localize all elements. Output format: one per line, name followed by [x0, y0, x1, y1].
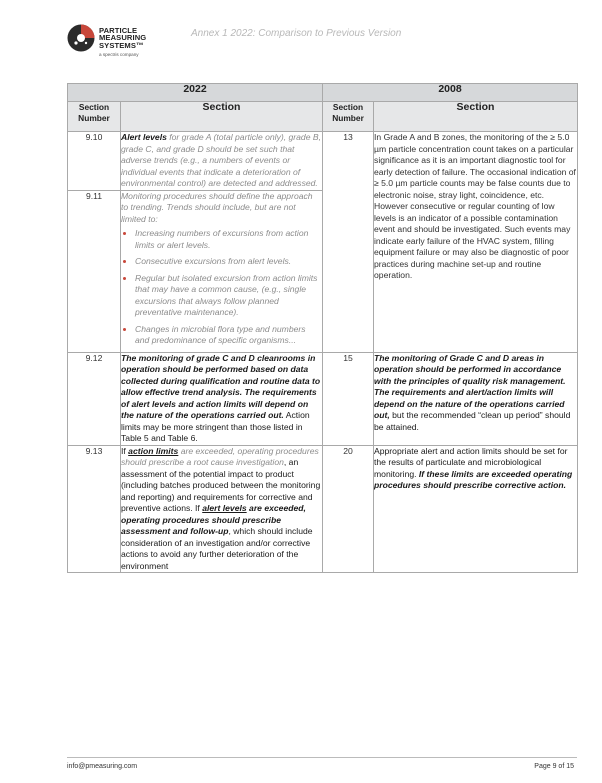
footer-email: info@pmeasuring.com — [67, 763, 138, 770]
section-text: If action limits are exceeded, operating procedures should prescribe a root cause investigation, an assessment of the potential impact to product (including batches produced between the monitoring and reporting) and requirements for corrective and preventive actions. If alert levels are exceeded, operating procedures should prescribe assessment and follow-up, which should include consideration of an investigation and/or corrective actions to avoid any further deterioration of the environment — [121, 445, 323, 573]
section-header-2008: Section — [374, 102, 578, 132]
page-number: Page 9 of 15 — [534, 763, 574, 770]
brand-name: PARTICLE MEASURING SYSTEMS™ — [99, 26, 147, 50]
table-row — [68, 132, 578, 191]
table-row — [68, 445, 578, 573]
section-text: In Grade A and B zones, the monitoring of the ≥ 5.0 µm particle concentration count takes on a particular significance as it is an important diagnostic tool for early detection of failure. The occasional indication of ≥ 5.0 µm particle counts may be false counts due to electronic noise, stray light, coincidence, etc. However consecutive or regular counting of low levels is an indicator of a possible contamination event and should be investigated. Such events may indicate early failure of the HVAC system, filling equipment failure or may also be diagnostic of poor practices during machine set-up and routine operation. — [374, 132, 578, 353]
section-number: 9.11 — [68, 190, 121, 352]
document-title: Annex 1 2022: Comparison to Previous Version — [191, 28, 402, 39]
list-item: • Changes in microbial flora type and numbers and predominance of specific organisms... — [135, 324, 322, 347]
section-text: Alert levels for grade A (total particle only), grade B, grade C, and grade D should be set such that adverse trends (e.g., a numbers of events or individual events that indicate a deterioration of environmental control) are detected and addressed. — [121, 132, 321, 188]
section-text: The monitoring of Grade C and D areas in operation should be performed in accordance with the principles of quality risk management. The requirements and alert/action limits will depend on the nature of the operations carried out, but the recommended “clean up period” should be attained. — [374, 352, 578, 445]
section-number: 9.10 — [68, 132, 121, 191]
table-row — [68, 352, 578, 445]
section-number: 9.13 — [68, 445, 121, 573]
list-item: • Increasing numbers of excursions from action limits or alert levels. — [135, 228, 322, 251]
page-header — [0, 0, 602, 70]
section-number-header-2008: Section Number — [323, 102, 374, 132]
section-number: 20 — [323, 445, 374, 573]
section-text: The monitoring of grade C and D cleanrooms in operation should be performed based on data collected during qualification and routine data to allow effective trend analysis. The requirements of alert levels and action limits will depend on the nature of the operations carried out. Action limits may be more stringent than those listed in Table 5 and Table 6. — [121, 352, 323, 445]
comparison-table — [67, 83, 578, 573]
section-header-2022: Section — [121, 102, 323, 132]
section-text: Appropriate alert and action limits should be set for the results of particulate and microbiological monitoring. If these limits are exceeded operating procedures should prescribe corrective action. — [374, 445, 578, 573]
list-item: • Regular but isolated excursion from action limits that may have a common cause, (e.g., single excursions that always follow planned preventative maintenance). — [135, 273, 322, 319]
section-number: 13 — [323, 132, 374, 353]
section-number-header-2022: Section Number — [68, 102, 121, 132]
footer-divider — [67, 757, 577, 758]
brand-subtitle: a spectris company — [99, 52, 139, 57]
section-text: Monitoring procedures should define the approach to trending. Trends should include, but are not limited to: • Increasing numbers of excursions from action limits or alert levels. • Consecutive excursions from alert levels. • Regular but isolated excursion from action limits that may have a common cause, (e.g., single excursions that always follow planned preventative maintenance). • Changes in microbial flora type and numbers and predominance of specific organisms... — [121, 190, 323, 352]
year-2008-header: 2008 — [323, 84, 578, 102]
section-number: 15 — [323, 352, 374, 445]
list-item: • Consecutive excursions from alert levels. — [135, 256, 322, 268]
section-number: 9.12 — [68, 352, 121, 445]
pms-logo-icon — [67, 24, 95, 52]
year-2022-header: 2022 — [68, 84, 323, 102]
